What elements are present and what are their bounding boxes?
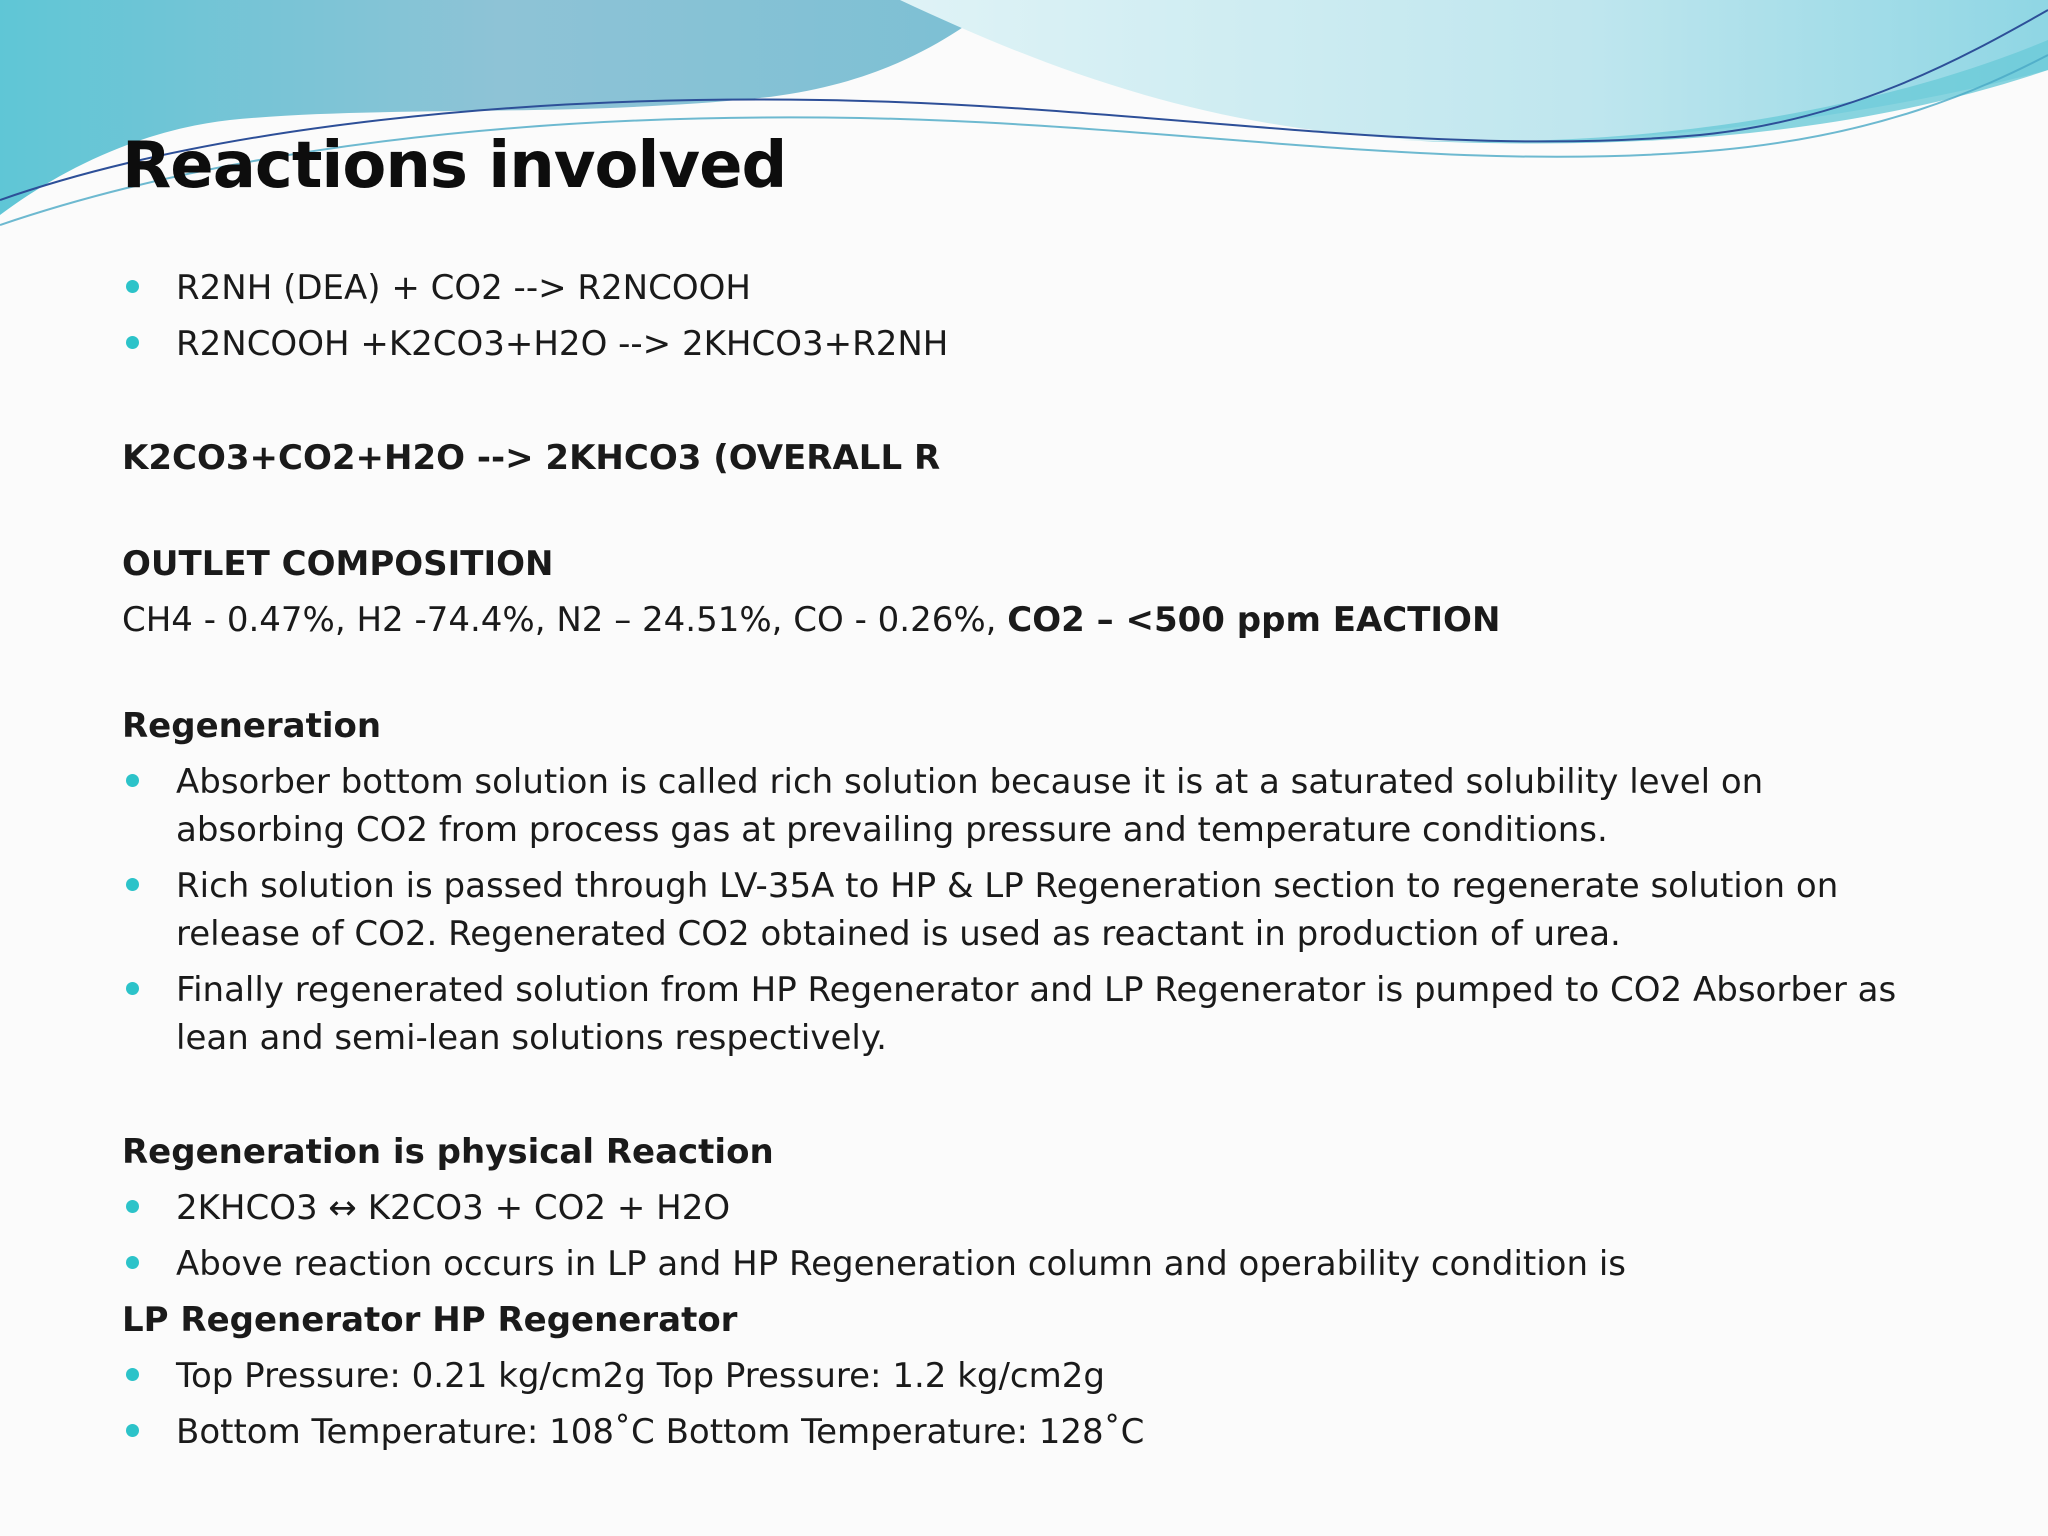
physical-heading: Regeneration is physical Reaction <box>122 1132 774 1172</box>
physical-text: 2KHCO3 ↔ K2CO3 + CO2 + H2O <box>176 1188 731 1228</box>
overall-reaction: K2CO3+CO2+H2O --> 2KHCO3 (OVERALL R <box>122 438 941 478</box>
bullet-icon <box>126 336 139 349</box>
bullet-icon <box>126 878 139 891</box>
list-item <box>122 1184 1942 1232</box>
list-item <box>122 320 1942 368</box>
reaction-text: R2NH (DEA) + CO2 --> R2NCOOH <box>176 268 751 308</box>
list-item <box>122 1352 1942 1400</box>
list-item <box>122 758 1942 854</box>
bullet-icon <box>126 774 139 787</box>
bullet-icon <box>126 1424 139 1437</box>
bullet-icon <box>126 1256 139 1269</box>
condition-text: Bottom Temperature: 108˚C Bottom Temperature: 128˚C <box>176 1412 1145 1452</box>
regeneration-heading: Regeneration <box>122 706 382 746</box>
outlet-composition <box>122 596 1942 644</box>
slide-title: Reactions involved <box>122 129 787 203</box>
list-item <box>122 966 1942 1062</box>
outlet-composition-text: CH4 - 0.47%, H2 -74.4%, N2 – 24.51%, CO - 0.26%, <box>122 600 1008 640</box>
list-item <box>122 862 1942 958</box>
bullet-icon <box>126 280 139 293</box>
slide-body <box>122 264 1942 1464</box>
list-item <box>122 264 1942 312</box>
list-item <box>122 1240 1942 1288</box>
bullet-icon <box>126 1200 139 1213</box>
conditions-heading: LP Regenerator HP Regenerator <box>122 1300 738 1340</box>
list-item <box>122 1408 1942 1456</box>
physical-text: Above reaction occurs in LP and HP Regeneration column and operability condition is <box>176 1244 1626 1284</box>
regeneration-text: Absorber bottom solution is called rich solution because it is at a saturated solubility level on absorbing CO2 from process gas at prevailing pressure and temperature conditions. <box>176 762 1764 850</box>
condition-text: Top Pressure: 0.21 kg/cm2g Top Pressure: 1.2 kg/cm2g <box>176 1356 1105 1396</box>
regeneration-text: Rich solution is passed through LV-35A to HP & LP Regeneration section to regenerate solution on release of CO2. Regenerated CO2 obtained is used as reactant in production of urea. <box>176 866 1839 954</box>
reaction-text: R2NCOOH +K2CO3+H2O --> 2KHCO3+R2NH <box>176 324 949 364</box>
outlet-co2-text: CO2 – <500 ppm EACTION <box>1007 600 1501 640</box>
bullet-icon <box>126 982 139 995</box>
bullet-icon <box>126 1368 139 1381</box>
regeneration-text: Finally regenerated solution from HP Regenerator and LP Regenerator is pumped to CO2 Absorber as lean and semi-lean solutions respectively. <box>176 970 1897 1058</box>
outlet-heading: OUTLET COMPOSITION <box>122 544 554 584</box>
